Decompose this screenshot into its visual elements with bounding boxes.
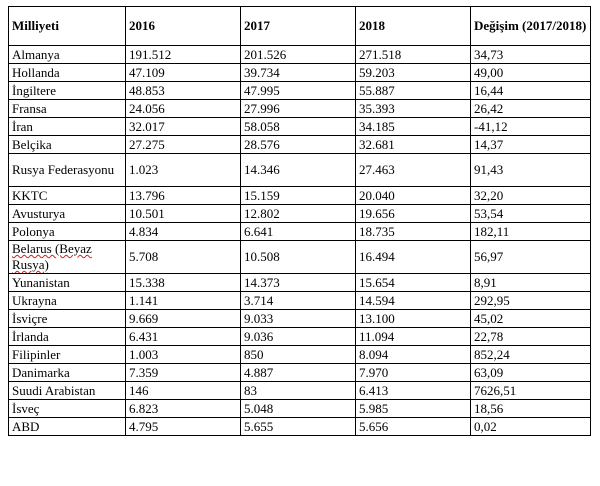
country-cell: İngiltere [9, 82, 126, 100]
change-cell: 22,78 [471, 328, 591, 346]
value-2017-cell: 5.048 [241, 400, 356, 418]
value-2016-cell: 4.834 [126, 223, 241, 241]
change-cell: 45,02 [471, 310, 591, 328]
change-cell: 0,02 [471, 418, 591, 436]
value-2018-cell: 34.185 [356, 118, 471, 136]
value-2018-cell: 7.970 [356, 364, 471, 382]
value-2016-cell: 24.056 [126, 100, 241, 118]
value-2018-cell: 35.393 [356, 100, 471, 118]
country-cell: ABD [9, 418, 126, 436]
change-cell: 26,42 [471, 100, 591, 118]
country-cell: Danimarka [9, 364, 126, 382]
table-row [9, 205, 591, 223]
table-row [9, 382, 591, 400]
spellcheck-underline: Belarus (Beyaz Rusya) [12, 241, 92, 272]
country-cell: İran [9, 118, 126, 136]
table-row [9, 82, 591, 100]
value-2017-cell: 9.036 [241, 328, 356, 346]
value-2018-cell: 13.100 [356, 310, 471, 328]
value-2017-cell: 28.576 [241, 136, 356, 154]
value-2018-cell: 20.040 [356, 187, 471, 205]
change-cell: 14,37 [471, 136, 591, 154]
value-2016-cell: 4.795 [126, 418, 241, 436]
value-2016-cell: 13.796 [126, 187, 241, 205]
table-row [9, 136, 591, 154]
value-2017-cell: 5.655 [241, 418, 356, 436]
value-2016-cell: 10.501 [126, 205, 241, 223]
country-cell: Polonya [9, 223, 126, 241]
country-cell: İsveç [9, 400, 126, 418]
change-cell: 292,95 [471, 292, 591, 310]
header-change: Değişim (2017/2018) [471, 7, 591, 46]
table-row [9, 118, 591, 136]
change-cell: 91,43 [471, 154, 591, 187]
value-2017-cell: 12.802 [241, 205, 356, 223]
table-row [9, 292, 591, 310]
value-2018-cell: 16.494 [356, 241, 471, 274]
value-2018-cell: 14.594 [356, 292, 471, 310]
value-2017-cell: 201.526 [241, 46, 356, 64]
country-cell: Almanya [9, 46, 126, 64]
value-2016-cell: 47.109 [126, 64, 241, 82]
change-cell: 63,09 [471, 364, 591, 382]
country-cell: Rusya Federasyonu [9, 154, 126, 187]
table-row [9, 64, 591, 82]
table-row [9, 418, 591, 436]
value-2016-cell: 9.669 [126, 310, 241, 328]
value-2016-cell: 15.338 [126, 274, 241, 292]
table-row [9, 46, 591, 64]
value-2016-cell: 1.003 [126, 346, 241, 364]
value-2017-cell: 39.734 [241, 64, 356, 82]
value-2018-cell: 5.656 [356, 418, 471, 436]
change-cell: 32,20 [471, 187, 591, 205]
change-cell: 34,73 [471, 46, 591, 64]
table-row [9, 241, 591, 274]
table-row [9, 223, 591, 241]
header-2018: 2018 [356, 7, 471, 46]
value-2017-cell: 10.508 [241, 241, 356, 274]
value-2016-cell: 7.359 [126, 364, 241, 382]
country-cell: KKTC [9, 187, 126, 205]
country-cell: Yunanistan [9, 274, 126, 292]
value-2017-cell: 47.995 [241, 82, 356, 100]
value-2018-cell: 11.094 [356, 328, 471, 346]
value-2016-cell: 5.708 [126, 241, 241, 274]
change-cell: 852,24 [471, 346, 591, 364]
table-row [9, 274, 591, 292]
table-header-row [9, 7, 591, 46]
table-row [9, 328, 591, 346]
table-row [9, 400, 591, 418]
value-2017-cell: 850 [241, 346, 356, 364]
value-2017-cell: 83 [241, 382, 356, 400]
value-2018-cell: 27.463 [356, 154, 471, 187]
value-2018-cell: 55.887 [356, 82, 471, 100]
change-cell: 53,54 [471, 205, 591, 223]
table-row [9, 364, 591, 382]
value-2018-cell: 15.654 [356, 274, 471, 292]
country-cell: İsviçre [9, 310, 126, 328]
table-row [9, 310, 591, 328]
table-row [9, 100, 591, 118]
value-2016-cell: 1.023 [126, 154, 241, 187]
header-2016: 2016 [126, 7, 241, 46]
country-cell: Filipinler [9, 346, 126, 364]
value-2016-cell: 48.853 [126, 82, 241, 100]
country-cell: İrlanda [9, 328, 126, 346]
tourist-statistics-table [8, 6, 591, 436]
value-2016-cell: 6.823 [126, 400, 241, 418]
value-2016-cell: 1.141 [126, 292, 241, 310]
value-2016-cell: 32.017 [126, 118, 241, 136]
table-row [9, 154, 591, 187]
header-nationality: Milliyeti [9, 7, 126, 46]
value-2018-cell: 6.413 [356, 382, 471, 400]
value-2017-cell: 9.033 [241, 310, 356, 328]
value-2017-cell: 4.887 [241, 364, 356, 382]
value-2016-cell: 6.431 [126, 328, 241, 346]
value-2018-cell: 19.656 [356, 205, 471, 223]
value-2016-cell: 27.275 [126, 136, 241, 154]
change-cell: 49,00 [471, 64, 591, 82]
change-cell: 182,11 [471, 223, 591, 241]
value-2016-cell: 191.512 [126, 46, 241, 64]
country-cell [9, 241, 126, 274]
value-2017-cell: 15.159 [241, 187, 356, 205]
change-cell: 16,44 [471, 82, 591, 100]
change-cell: 56,97 [471, 241, 591, 274]
value-2017-cell: 14.373 [241, 274, 356, 292]
value-2017-cell: 3.714 [241, 292, 356, 310]
change-cell: -41,12 [471, 118, 591, 136]
value-2017-cell: 58.058 [241, 118, 356, 136]
value-2016-cell: 146 [126, 382, 241, 400]
country-cell: Suudi Arabistan [9, 382, 126, 400]
change-cell: 8,91 [471, 274, 591, 292]
table-row [9, 346, 591, 364]
country-cell: Avusturya [9, 205, 126, 223]
change-cell: 7626,51 [471, 382, 591, 400]
value-2017-cell: 27.996 [241, 100, 356, 118]
value-2018-cell: 8.094 [356, 346, 471, 364]
change-cell: 18,56 [471, 400, 591, 418]
value-2017-cell: 14.346 [241, 154, 356, 187]
table-row [9, 187, 591, 205]
value-2018-cell: 32.681 [356, 136, 471, 154]
value-2018-cell: 5.985 [356, 400, 471, 418]
country-cell: Belçika [9, 136, 126, 154]
value-2018-cell: 59.203 [356, 64, 471, 82]
country-cell: Fransa [9, 100, 126, 118]
value-2018-cell: 271.518 [356, 46, 471, 64]
country-cell: Hollanda [9, 64, 126, 82]
value-2017-cell: 6.641 [241, 223, 356, 241]
header-2017: 2017 [241, 7, 356, 46]
country-cell: Ukrayna [9, 292, 126, 310]
value-2018-cell: 18.735 [356, 223, 471, 241]
